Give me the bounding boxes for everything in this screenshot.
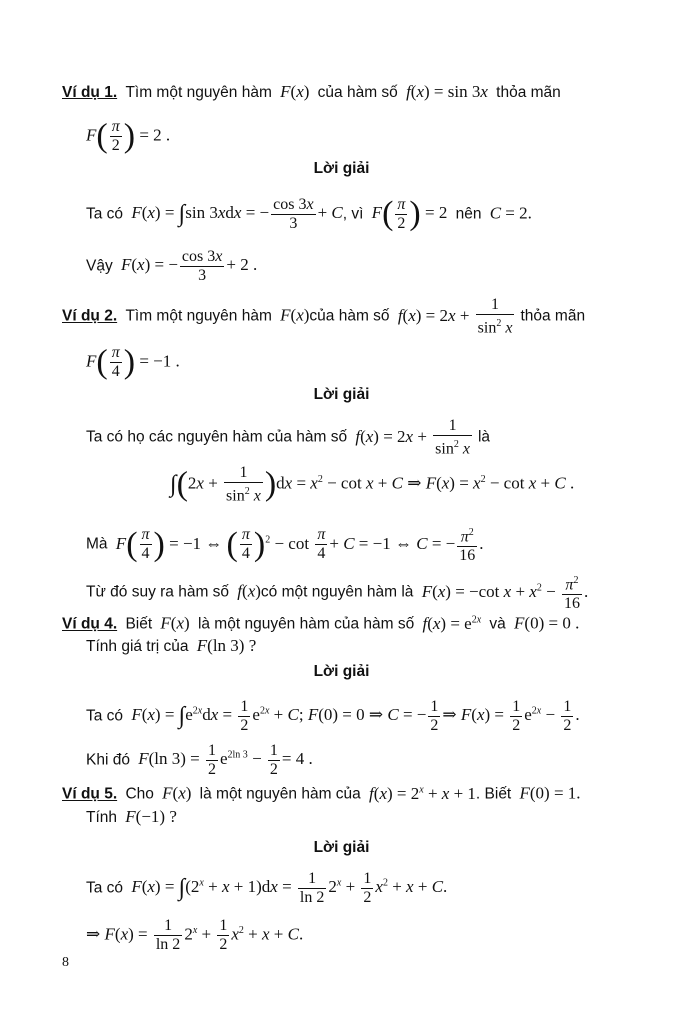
example-5-solution-line-2: ⇒ F(x) = $\frac{1}{\ln 2}$ $2^x$ + $\frac{1}{2}$ $x^2 + x + C$. bbox=[86, 917, 304, 953]
example-2-heading: Ví dụ 2. bbox=[62, 307, 118, 325]
page-number: 8 bbox=[62, 955, 69, 970]
example-1-solution-line-2: Vậy F(x) = − $\frac{\cos 3x}{3}$ + 2 . bbox=[86, 248, 258, 284]
example-1-solution-title: Lời giải bbox=[313, 160, 370, 177]
example-4-solution-line-1: Ta có $F(x) = \int e^{2x}dx$ = $\frac{1}{2}$ $e^{2x} + C$; F(0) = 0 ⇒ C = − $\frac{1}{2}$ ⇒ F(x) = $\frac{1}{2}$ $e^{2x}$ − $\frac{1}{2}$ . bbox=[86, 698, 580, 734]
example-2-statement: Ví dụ 2. Tìm một nguyên hàm F(x)của hàm số f(x) = 2x + $\frac{1}{\sin^2 x}$ thỏa mãn bbox=[62, 296, 586, 337]
example-5-solution-title: Lời giải bbox=[313, 839, 370, 856]
example-5-statement: Ví dụ 5. Cho F(x) là một nguyên hàm của $f(x) = 2^x + x + 1$. Biết F(0) = 1. bbox=[62, 783, 581, 803]
example-4-statement: Ví dụ 4. Biết F(x) là một nguyên hàm của hàm số $f(x) = e^{2x}$ và F(0) = 0 . bbox=[62, 613, 580, 633]
example-2-solution-line-2: ∫(2x + $\frac{1}{\sin^2 x}$ )$dx = x^2 - \cot x + C$ ⇒ $F(x) = x^2 - \cot x + C$ . bbox=[170, 464, 575, 505]
example-1-heading: Ví dụ 1. bbox=[62, 84, 118, 101]
example-2-solution-line-3: Mà F( $\frac{\pi}{4}$ ) = −1 ⇔ ( $\frac{\pi}{4}$ )$^2$ − cot $\frac{\pi}{4}$ + C = −1 ⇔ C = − $\frac{\pi^2}{16}$ . bbox=[86, 525, 484, 565]
example-4-question: Tính giá trị của F(ln 3) ? bbox=[86, 636, 257, 655]
example-2-solution-line-1: Ta có họ các nguyên hàm của hàm số f(x) = 2x + $\frac{1}{\sin^2 x}$ là bbox=[86, 417, 491, 458]
example-2-conclusion: Từ đó suy ra hàm số f(x)có một nguyên hàm là F(x) = −cot $x + x^2$ − $\frac{\pi^2}{16}$ . bbox=[86, 572, 588, 613]
example-4-heading: Ví dụ 4. bbox=[62, 615, 118, 633]
example-1-condition: F( $\frac{\pi}{2}$ ) = 2 . bbox=[86, 117, 171, 155]
example-5-solution-line-1: Ta có $F(x) = \int(2^x + x + 1)dx$ = $\frac{1}{\ln 2}$ $2^x$ + $\frac{1}{2}$ $x^2 + x + C$. bbox=[86, 870, 448, 906]
example-1-statement: Ví dụ 1. Tìm một nguyên hàm F(x) của hàm số f(x) = sin 3x thỏa mãn bbox=[62, 82, 561, 101]
example-4-solution-line-2: Khi đó F(ln 3) = $\frac{1}{2}$ $e^{2ln 3}$ − $\frac{1}{2}$ = 4 . bbox=[86, 742, 313, 778]
example-5-heading: Ví dụ 5. bbox=[62, 785, 118, 803]
example-1-solution-line-1: Ta có F(x) = ∫sin 3xdx = − $\frac{\cos 3x}{3}$ + C, vì F( $\frac{\pi}{2}$ ) = 2 nên C = 2. bbox=[86, 195, 532, 233]
example-2-solution-title: Lời giải bbox=[313, 386, 370, 403]
example-2-condition: F( $\frac{\pi}{4}$ ) = −1 . bbox=[86, 343, 180, 381]
example-5-question: Tính F(−1) ? bbox=[86, 807, 177, 826]
example-4-solution-title: Lời giải bbox=[313, 663, 370, 680]
